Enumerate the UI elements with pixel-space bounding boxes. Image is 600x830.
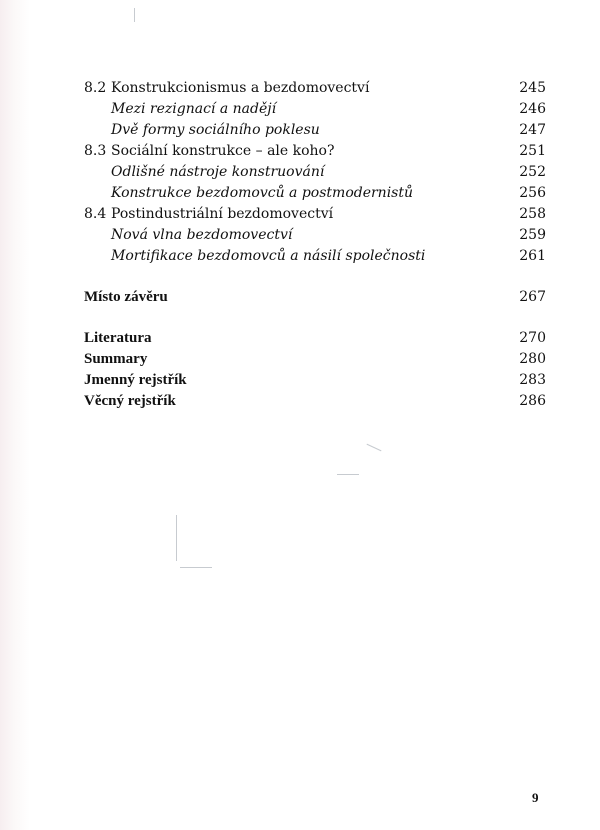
chapter-title: Jmenný rejstřík (84, 372, 187, 388)
subsection-title: Nová vlna bezdomovectví (111, 227, 293, 243)
toc-chapter-entry[interactable] (0, 349, 600, 369)
page-number: 280 (519, 351, 546, 367)
page-number: 258 (519, 206, 546, 222)
page-number: 286 (519, 393, 546, 409)
toc-chapter-entry[interactable] (0, 287, 600, 307)
page-number: 256 (519, 185, 546, 201)
section-number: 8.4 (84, 206, 107, 222)
page-number: 270 (519, 330, 546, 346)
toc-subentry[interactable] (0, 162, 600, 182)
page-number: 246 (519, 101, 546, 117)
page-number: 267 (519, 289, 546, 305)
section-title: Konstrukcionismus a bezdomovectví (111, 80, 370, 96)
subsection-title: Dvě formy sociálního poklesu (111, 122, 320, 138)
chapter-title: Místo závěru (84, 289, 168, 305)
toc-entry[interactable] (0, 141, 600, 161)
page-number: 247 (519, 122, 546, 138)
toc-subentry[interactable] (0, 183, 600, 203)
chapter-title: Věcný rejstřík (84, 393, 176, 409)
toc-subentry[interactable] (0, 225, 600, 245)
section-number: 8.2 (84, 80, 107, 96)
page-number: 283 (519, 372, 546, 388)
subsection-title: Odlišné nástroje konstruování (111, 164, 325, 180)
toc-chapter-entry[interactable] (0, 328, 600, 348)
section-title: Sociální konstrukce – ale koho? (111, 143, 335, 159)
toc-subentry[interactable] (0, 99, 600, 119)
page-number: 252 (519, 164, 546, 180)
toc-subentry[interactable] (0, 120, 600, 140)
subsection-title: Mortifikace bezdomovců a násilí společnosti (111, 248, 426, 264)
section-number: 8.3 (84, 143, 107, 159)
subsection-title: Konstrukce bezdomovců a postmodernistů (111, 185, 414, 201)
page-number: 261 (519, 248, 546, 264)
section-title: Postindustriální bezdomovectví (111, 206, 334, 222)
toc-entry[interactable] (0, 78, 600, 98)
chapter-title: Literatura (84, 330, 152, 346)
page-folio: 9 (532, 790, 539, 805)
subsection-title: Mezi rezignací a nadějí (111, 101, 277, 117)
toc-subentry[interactable] (0, 246, 600, 266)
page-number: 251 (519, 143, 546, 159)
page-number: 245 (519, 80, 546, 96)
toc-entry[interactable] (0, 204, 600, 224)
chapter-title: Summary (84, 351, 148, 367)
page-number: 259 (519, 227, 546, 243)
toc-chapter-entry[interactable] (0, 370, 600, 390)
toc-chapter-entry[interactable] (0, 391, 600, 411)
